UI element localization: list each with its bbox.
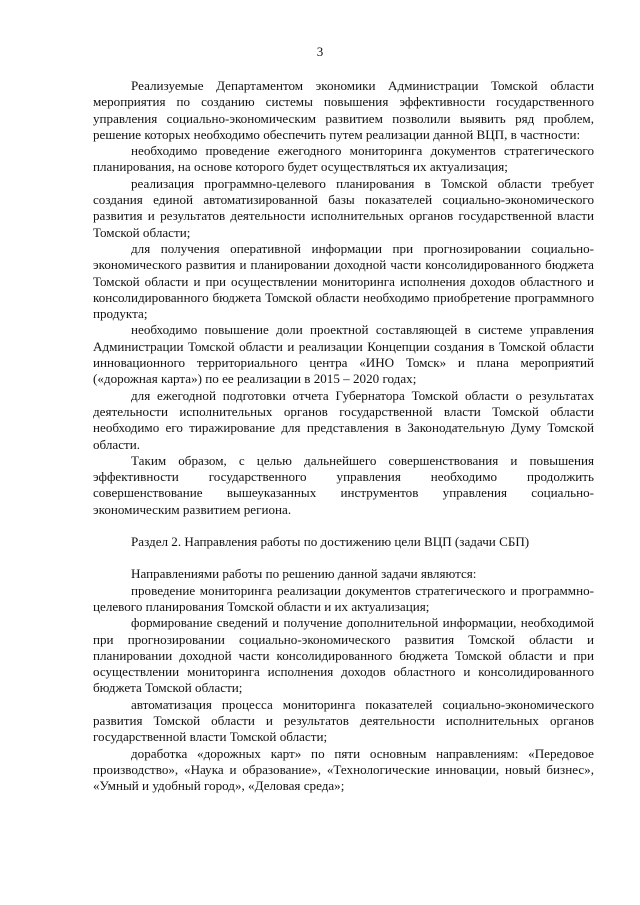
paragraph: Реализуемые Департаментом экономики Администрации Томской области мероприятия по созданию системы повышения эффективности государственного управления социально-экономическим развитием позволили выявить ряд проблем, решение которых необходимо обеспечить путем реализации данной ВЦП, в частности:	[93, 78, 594, 142]
paragraph: доработка «дорожных карт» по пяти основным направлениям: «Передовое производство», «Наука и образование», «Технологические инновации, новый бизнес», «Умный и удобный город», «Деловая среда»;	[93, 745, 594, 794]
paragraph: формирование сведений и получение дополнительной информации, необходимой при прогнозировании социально-экономического развития Томской области и планировании доходной части консолидированного бюджета Томской области и при осуществлении мониторинга исполнения доходов областного и консолидированного бюджета Томской области;	[93, 615, 594, 696]
paragraph: необходимо проведение ежегодного мониторинга документов стратегического планирования, на основе которого будет осуществляться их актуализация;	[93, 143, 594, 175]
paragraph: необходимо повышение доли проектной составляющей в системе управления Администрации Томской области и реализации Концепции создания в Томской области инновационного территориального центра «ИНО Томск» и плана мероприятий («дорожная карта») по ее реализации в 2015 – 2020 годах;	[93, 322, 594, 387]
paragraph: Таким образом, с целью дальнейшего совершенствования и повышения эффективности государственного управления необходимо продолжить совершенствование вышеуказанных инструментов управления социально-экономическим развитием региона.	[93, 452, 594, 517]
paragraph: для получения оперативной информации при прогнозировании социально-экономического развития и планировании доходной части консолидированного бюджета Томской области и при осуществлении мониторинга исполнения доходов областного и консолидированного бюджета Томской области необходимо приобретение программного продукта;	[93, 240, 594, 322]
section-title: Раздел 2. Направления работы по достижению цели ВЦП (задачи СБП)	[131, 534, 530, 550]
paragraph: проведение мониторинга реализации документов стратегического и программно-целевого планирования Томской области и их актуализация;	[93, 582, 594, 614]
document-body	[93, 78, 594, 794]
paragraph: Направлениями работы по решению данной задачи являются:	[131, 566, 477, 582]
paragraph: реализация программно-целевого планирования в Томской области требует создания единой автоматизированной базы показателей социально-экономического развития и результатов деятельности исполнительных органов государственной власти Томской области;	[93, 175, 594, 240]
page-number: 3	[316, 44, 324, 59]
paragraph: автоматизация процесса мониторинга показателей социально-экономического развития Томской области и результатов деятельности исполнительных органов государственной власти Томской области;	[93, 696, 594, 745]
paragraph: для ежегодной подготовки отчета Губернатора Томской области о результатах деятельности исполнительных органов государственной власти Томской области необходимо его тиражирование для представления в Законодательную Думу Томской области.	[93, 387, 594, 452]
